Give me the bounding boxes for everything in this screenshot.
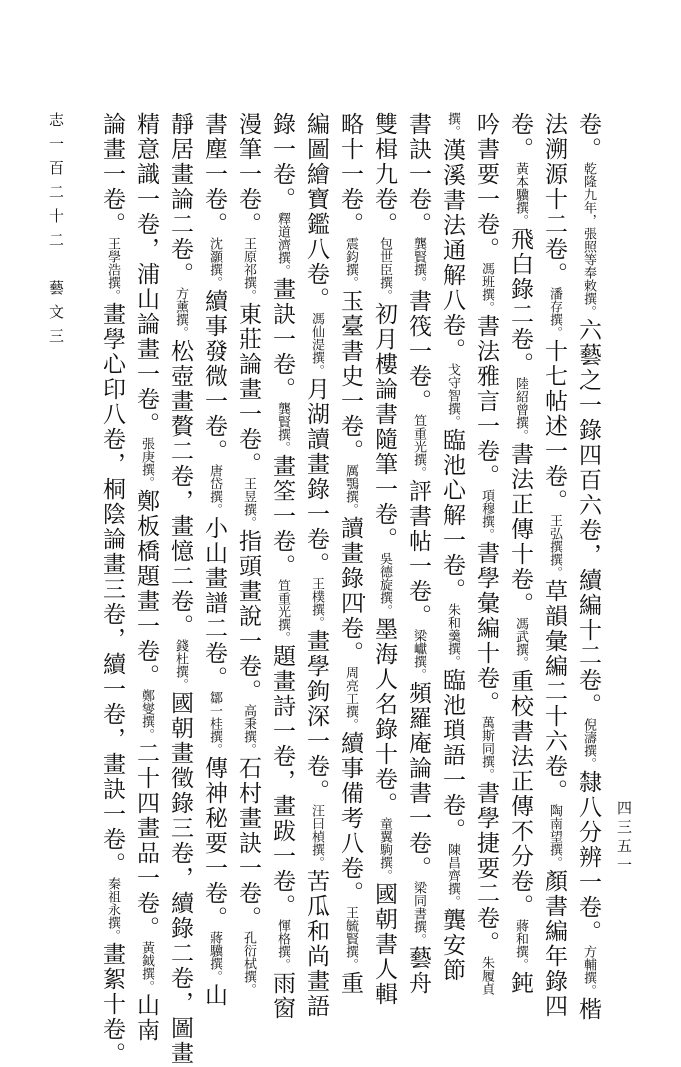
main-text: 重校書法正傳不分卷。 — [507, 669, 533, 919]
annotation-note: 唐岱撰。 — [207, 464, 222, 516]
text-column — [96, 112, 128, 1067]
annotation-note: 孔衍栻撰。 — [241, 931, 256, 996]
main-text: 題畫詩一卷，畫跋一卷。 — [269, 644, 295, 919]
annotation-note: 王弘撰撰。 — [547, 514, 562, 579]
text-column — [436, 112, 468, 983]
annotation-note: 張庚撰。 — [139, 437, 154, 489]
main-text: 錄一卷。 — [269, 112, 295, 212]
text-column — [334, 112, 366, 996]
main-text: 鄭板橋題畫一卷。 — [133, 489, 159, 689]
main-text: 傳神秘要一卷。 — [201, 756, 227, 931]
page-number: 四三五一 — [615, 800, 633, 876]
main-text: 山 — [201, 983, 227, 1008]
main-text: 月湖讀畫錄一卷。 — [303, 377, 329, 577]
main-text: 六藝之一錄四百六卷，續編十二卷。 — [575, 318, 601, 718]
text-column — [164, 112, 196, 1066]
main-text: 編圖繪寶鑑八卷。 — [303, 112, 329, 312]
annotation-note: 龔賢撰。 — [275, 402, 290, 454]
annotation-note: 秦祖永撰。 — [105, 877, 120, 942]
text-column — [538, 112, 570, 1019]
annotation-note: 戈守智撰。 — [445, 363, 460, 428]
annotation-note: 陳昌齊撰。 — [445, 843, 460, 908]
annotation-note: 笪重光撰。 — [411, 414, 426, 479]
text-column — [300, 112, 332, 1019]
annotation-note: 蔣驥撰。 — [207, 931, 222, 983]
main-text: 書學彙編十卷。 — [473, 541, 499, 716]
main-text: 書筏一卷。 — [405, 289, 431, 414]
annotation-note: 朱履貞 — [479, 956, 494, 995]
main-text: 初月樓論書隨筆一卷。 — [371, 302, 397, 552]
annotation-note: 黃鉞撰。 — [139, 941, 154, 993]
annotation-note: 王學浩撰。 — [105, 237, 120, 302]
text-column — [402, 112, 434, 996]
main-text: 隸八分辨一卷。 — [575, 770, 601, 945]
main-text: 精意識一卷，浦山論畫一卷。 — [133, 112, 159, 437]
annotation-note: 倪濤撰。 — [581, 718, 596, 770]
main-text: 書法雅言一卷。 — [473, 314, 499, 489]
annotation-note: 馮武撰。 — [513, 617, 528, 669]
main-text: 雙楫九卷。 — [371, 112, 397, 237]
main-text: 松壺畫贅二卷，畫憶二卷。 — [167, 339, 193, 639]
annotation-note: 鄭燮撰。 — [139, 689, 154, 741]
annotation-note: 惲格撰。 — [275, 919, 290, 971]
annotation-note: 汪曰楨撰。 — [309, 804, 324, 869]
text-column — [470, 112, 502, 995]
annotation-note: 錢杜撰。 — [173, 639, 188, 691]
annotation-note: 王樸撰。 — [309, 577, 324, 629]
annotation-note: 釋道濟撰。 — [275, 212, 290, 277]
annotation-note: 梁同書撰。 — [411, 881, 426, 946]
main-text: 飛白錄二卷。 — [507, 227, 533, 377]
text-column — [198, 112, 230, 1008]
main-text: 論畫一卷。 — [99, 112, 125, 237]
main-text: 卷。 — [507, 112, 533, 162]
main-text: 畫學心印八卷，桐陰論畫三卷，續一卷，畫訣一卷。 — [99, 302, 125, 877]
main-text: 十七帖述一卷。 — [541, 339, 567, 514]
main-text: 畫絮十卷。 — [99, 942, 125, 1067]
main-text: 書訣一卷。 — [405, 112, 431, 237]
annotation-note: 朱和羹撰。 — [445, 603, 460, 668]
annotation-note: 方薰撰。 — [173, 287, 188, 339]
main-text: 雨窗 — [269, 971, 295, 1021]
main-text: 評書帖一卷。 — [405, 479, 431, 629]
annotation-note: 鄒一桂撰。 — [207, 691, 222, 756]
main-text: 書法正傳十卷。 — [507, 442, 533, 617]
main-text: 畫訣一卷。 — [269, 277, 295, 402]
text-column — [504, 112, 536, 996]
text-column — [232, 112, 264, 996]
main-text: 國朝畫徵錄三卷，續錄二卷，圖畫 — [167, 691, 193, 1066]
main-text: 讀畫錄四卷。 — [337, 516, 363, 666]
annotation-note: 黃本驥撰。 — [513, 162, 528, 227]
main-text: 苦瓜和尚畫語 — [303, 869, 329, 1019]
main-text: 楷 — [575, 997, 601, 1022]
annotation-note: 撰。 — [445, 112, 460, 138]
main-text: 續事備考八卷。 — [337, 731, 363, 906]
annotation-note: 王昱撰。 — [241, 477, 256, 529]
annotation-note: 陶南望撰。 — [547, 804, 562, 869]
main-text: 藝舟 — [405, 946, 431, 996]
annotation-note: 高秉撰。 — [241, 704, 256, 756]
main-text: 指頭畫說一卷。 — [235, 529, 261, 704]
annotation-note: 乾隆九年，張照等奉敕撰。 — [581, 162, 596, 318]
annotation-note: 沈灝撰。 — [207, 237, 222, 289]
main-text: 畫筌一卷。 — [269, 454, 295, 579]
annotation-note: 馮仙湜撰。 — [309, 312, 324, 377]
annotation-note: 馮班撰。 — [479, 262, 494, 314]
main-text: 漢溪書法通解八卷。 — [439, 138, 465, 363]
main-text: 重 — [337, 971, 363, 996]
main-text: 顏書編年錄四 — [541, 869, 567, 1019]
main-text: 二十四畫品一卷。 — [133, 741, 159, 941]
annotation-note: 陸紹曾撰。 — [513, 377, 528, 442]
main-text: 龔安節 — [439, 908, 465, 983]
main-text: 國朝書人輯 — [371, 882, 397, 1007]
main-text: 墨海人名錄十卷。 — [371, 617, 397, 817]
main-text: 草韻彙編二十六卷。 — [541, 579, 567, 804]
annotation-note: 潘存撰。 — [547, 287, 562, 339]
main-text: 頻羅庵論書一卷。 — [405, 681, 431, 881]
main-text: 石村畫訣一卷。 — [235, 756, 261, 931]
main-text: 吟書要一卷。 — [473, 112, 499, 262]
main-text: 臨池瑣語一卷。 — [439, 668, 465, 843]
annotation-note: 童翼駒撰。 — [377, 817, 392, 882]
main-text: 山南 — [133, 993, 159, 1043]
main-text: 畫學鉤深一卷。 — [303, 629, 329, 804]
running-head: 志一百二十二 藝文三 — [47, 112, 65, 352]
annotation-note: 萬斯同撰。 — [479, 716, 494, 781]
main-text: 略十一卷。 — [337, 112, 363, 237]
main-text: 書學捷要二卷。 — [473, 781, 499, 956]
annotation-note: 吳德旋撰。 — [377, 552, 392, 617]
annotation-note: 王毓賢撰。 — [343, 906, 358, 971]
main-text: 續事發微一卷。 — [201, 289, 227, 464]
main-text: 法溯源十二卷。 — [541, 112, 567, 287]
text-column — [368, 112, 400, 1007]
annotation-note: 方輔撰。 — [581, 945, 596, 997]
annotation-note: 王原祁撰。 — [241, 237, 256, 302]
main-text: 靜居畫論二卷。 — [167, 112, 193, 287]
main-text: 鈍 — [507, 971, 533, 996]
annotation-note: 蔣和撰。 — [513, 919, 528, 971]
text-column — [572, 112, 604, 1022]
main-text: 小山畫譜二卷。 — [201, 516, 227, 691]
annotation-note: 笪重光撰。 — [275, 579, 290, 644]
annotation-note: 項穆撰。 — [479, 489, 494, 541]
annotation-note: 龔賢撰。 — [411, 237, 426, 289]
annotation-note: 震鈞撰。 — [343, 237, 358, 289]
main-text: 書塵一卷。 — [201, 112, 227, 237]
annotation-note: 梁巘撰。 — [411, 629, 426, 681]
annotation-note: 周亮工撰。 — [343, 666, 358, 731]
main-text: 臨池心解一卷。 — [439, 428, 465, 603]
text-column — [130, 112, 162, 1043]
main-text: 漫筆一卷。 — [235, 112, 261, 237]
main-text: 玉臺書史一卷。 — [337, 289, 363, 464]
main-text: 卷。 — [575, 112, 601, 162]
text-column — [266, 112, 298, 1021]
main-text: 東莊論畫一卷。 — [235, 302, 261, 477]
annotation-note: 厲鶚撰。 — [343, 464, 358, 516]
annotation-note: 包世臣撰。 — [377, 237, 392, 302]
